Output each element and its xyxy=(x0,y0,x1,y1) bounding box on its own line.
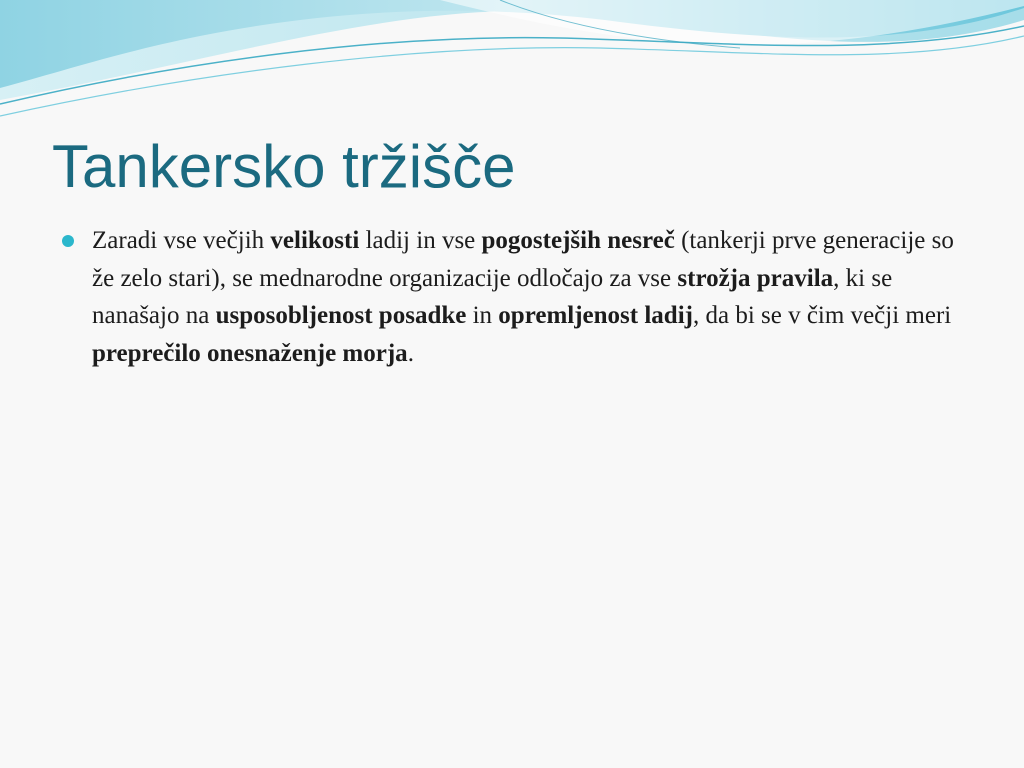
slide-title: Tankersko tržišče xyxy=(52,133,516,200)
bold-segment-velikosti: velikosti xyxy=(270,227,360,254)
text-segment: (tankerji prve generacije so že zelo stari), se mednarodne organizacije odločajo za vse xyxy=(92,227,954,292)
text-segment: in xyxy=(466,302,499,329)
text-segment: Zaradi vse večjih xyxy=(92,227,271,254)
bold-segment-ladij: opremljenost ladij xyxy=(498,302,693,329)
bullet-item xyxy=(62,222,962,372)
bold-segment-posadke: usposobljenost posadke xyxy=(215,302,467,329)
bullet-text xyxy=(92,227,954,367)
text-segment: , ki se nanašajo na xyxy=(92,264,893,329)
wave-header-decoration xyxy=(0,0,1024,140)
bold-segment-onesnazenje: preprečilo onesnaženje morja xyxy=(92,339,408,367)
slide-content xyxy=(62,222,962,372)
bold-segment-pravila: strožja pravila xyxy=(677,264,834,292)
text-segment: , da bi se v čim večji meri xyxy=(692,302,952,329)
text-segment: ladij in vse xyxy=(359,227,482,254)
bullet-dot-icon xyxy=(62,235,74,247)
text-segment: . xyxy=(407,339,414,367)
bold-segment-nesrec: pogostejših nesreč xyxy=(481,227,675,254)
